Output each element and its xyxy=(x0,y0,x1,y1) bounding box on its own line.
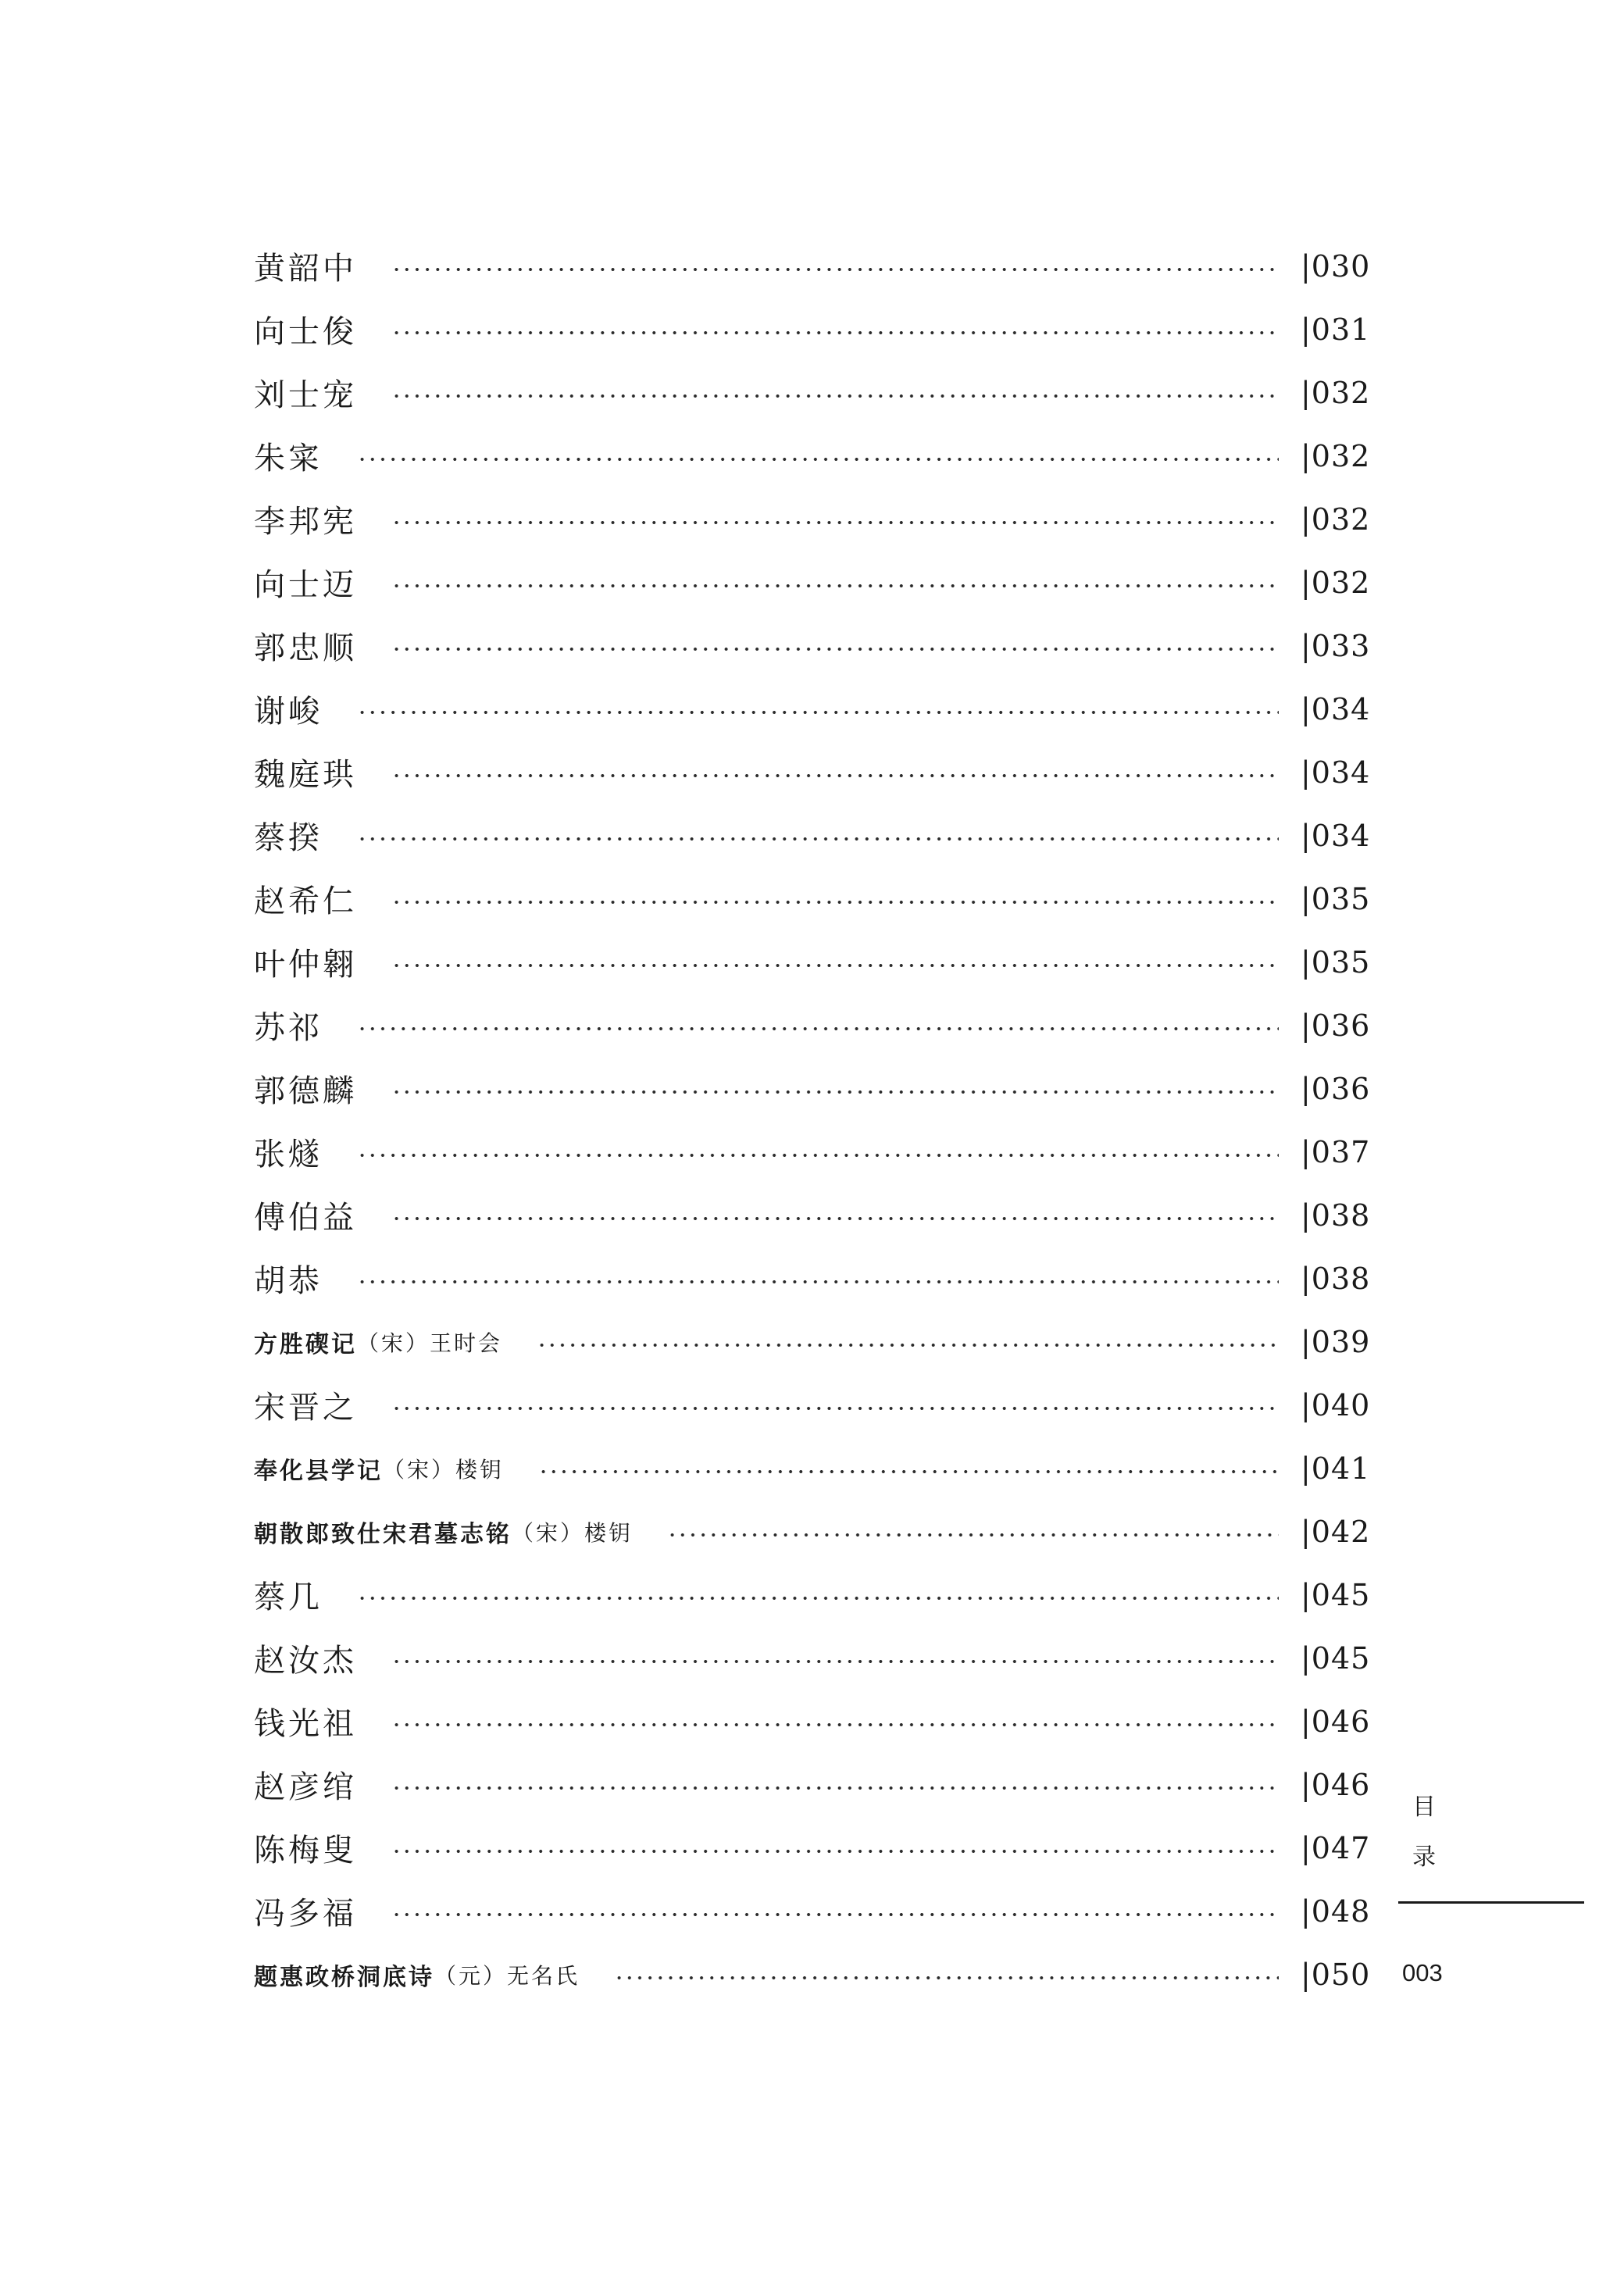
toc-entry[interactable] xyxy=(254,1626,1371,1690)
dot-leader xyxy=(391,1785,1279,1791)
dot-leader xyxy=(391,1089,1279,1095)
dot-leader xyxy=(357,709,1279,716)
entry-name: 赵彦绾 xyxy=(254,1769,357,1805)
toc-entry-work[interactable] xyxy=(254,1437,1371,1500)
dot-leader xyxy=(391,266,1279,273)
dot-leader xyxy=(537,1342,1279,1348)
dot-leader xyxy=(667,1532,1279,1538)
toc-entry[interactable] xyxy=(254,867,1371,930)
entry-name: 蔡几 xyxy=(254,1579,323,1615)
entry-name: 黄韶中 xyxy=(254,251,357,287)
work-title: 方胜碶记 xyxy=(254,1330,357,1358)
toc-entry[interactable] xyxy=(254,487,1371,551)
toc-entry[interactable] xyxy=(254,614,1371,677)
entry-name: 冯多福 xyxy=(254,1896,357,1932)
page-number: |032 xyxy=(1301,438,1371,473)
dot-leader xyxy=(391,1911,1279,1918)
toc-list xyxy=(254,234,1371,2006)
page-number: |048 xyxy=(1301,1893,1371,1929)
page-number: |035 xyxy=(1301,944,1371,980)
work-author: （宋）王时会 xyxy=(357,1330,503,1356)
dot-leader xyxy=(391,583,1279,589)
toc-entry[interactable] xyxy=(254,424,1371,487)
page-number: |034 xyxy=(1301,818,1371,853)
entry-name: 刘士宠 xyxy=(254,377,357,413)
page-number: |032 xyxy=(1301,375,1371,410)
entry-name: 郭德麟 xyxy=(254,1073,357,1109)
page-number: |037 xyxy=(1301,1134,1371,1169)
work-author: （元）无名氏 xyxy=(434,1962,580,1989)
dot-leader xyxy=(391,330,1279,336)
toc-entry[interactable] xyxy=(254,551,1371,614)
work-author: （宋）楼钥 xyxy=(512,1519,634,1546)
toc-entry[interactable] xyxy=(254,930,1371,994)
page-number: |033 xyxy=(1301,628,1371,663)
toc-entry[interactable] xyxy=(254,677,1371,741)
entry-name: 赵汝杰 xyxy=(254,1643,357,1679)
toc-entry-work[interactable] xyxy=(254,1943,1371,2006)
toc-entry[interactable] xyxy=(254,298,1371,361)
entry-name: 赵希仁 xyxy=(254,883,357,919)
toc-entry[interactable] xyxy=(254,234,1371,298)
dot-leader xyxy=(357,456,1279,462)
page-number: |045 xyxy=(1301,1577,1371,1612)
toc-entry[interactable] xyxy=(254,1753,1371,1816)
dot-leader xyxy=(357,1026,1279,1032)
entry-name: 朱寀 xyxy=(254,441,323,476)
page-number: |032 xyxy=(1301,565,1371,600)
page-number: |040 xyxy=(1301,1387,1371,1422)
toc-entry[interactable] xyxy=(254,741,1371,804)
dot-leader xyxy=(391,773,1279,779)
page-number: |031 xyxy=(1301,312,1371,347)
margin-rule xyxy=(1398,1901,1584,1904)
page-number: |042 xyxy=(1301,1514,1371,1549)
toc-entry[interactable] xyxy=(254,1563,1371,1626)
work-title: 朝散郎致仕宋君墓志铭 xyxy=(254,1520,512,1548)
page-number: |032 xyxy=(1301,501,1371,537)
section-label-mu: 目 xyxy=(1412,1794,1436,1821)
dot-leader xyxy=(391,646,1279,652)
entry-name: 蔡揆 xyxy=(254,820,323,856)
dot-leader xyxy=(357,836,1279,842)
entry-name: 谢峻 xyxy=(254,694,323,730)
dot-leader xyxy=(357,1152,1279,1158)
toc-entry[interactable] xyxy=(254,1690,1371,1753)
toc-entry[interactable] xyxy=(254,1247,1371,1310)
entry-name: 胡恭 xyxy=(254,1263,323,1299)
toc-entry[interactable] xyxy=(254,1183,1371,1247)
toc-entry-work[interactable] xyxy=(254,1310,1371,1373)
toc-entry[interactable] xyxy=(254,804,1371,867)
dot-leader xyxy=(391,1658,1279,1665)
dot-leader xyxy=(357,1595,1279,1601)
entry-name: 钱光祖 xyxy=(254,1706,357,1742)
section-label-lu: 录 xyxy=(1412,1843,1436,1871)
entry-name: 陈梅叟 xyxy=(254,1833,357,1868)
dot-leader xyxy=(391,1215,1279,1222)
entry-name: 向士迈 xyxy=(254,567,357,603)
page-number: |034 xyxy=(1301,755,1371,790)
dot-leader xyxy=(391,1405,1279,1412)
page-number: |047 xyxy=(1301,1830,1371,1865)
toc-entry-work[interactable] xyxy=(254,1500,1371,1563)
dot-leader xyxy=(391,393,1279,399)
entry-name: 宋晋之 xyxy=(254,1390,357,1426)
folio-number: 003 xyxy=(1402,1959,1443,1986)
entry-name: 向士俊 xyxy=(254,314,357,350)
toc-entry[interactable] xyxy=(254,1879,1371,1943)
work-title: 题惠政桥洞底诗 xyxy=(254,1963,434,1991)
page-number: |050 xyxy=(1301,1957,1371,1992)
page-number: |030 xyxy=(1301,248,1371,284)
page-number: |045 xyxy=(1301,1640,1371,1676)
entry-name: 魏庭珙 xyxy=(254,757,357,793)
toc-entry[interactable] xyxy=(254,361,1371,424)
page-number: |038 xyxy=(1301,1261,1371,1296)
entry-name: 傅伯益 xyxy=(254,1200,357,1236)
page-number: |036 xyxy=(1301,1008,1371,1043)
page-number: |046 xyxy=(1301,1767,1371,1802)
toc-entry[interactable] xyxy=(254,1120,1371,1183)
entry-name: 苏祁 xyxy=(254,1010,323,1046)
toc-entry[interactable] xyxy=(254,994,1371,1057)
toc-entry[interactable] xyxy=(254,1373,1371,1437)
work-title: 奉化县学记 xyxy=(254,1457,383,1485)
dot-leader xyxy=(357,1279,1279,1285)
dot-leader xyxy=(391,1848,1279,1854)
toc-entry[interactable] xyxy=(254,1816,1371,1879)
entry-name: 李邦宪 xyxy=(254,504,357,540)
dot-leader xyxy=(391,899,1279,905)
dot-leader xyxy=(391,1722,1279,1728)
page-number: |034 xyxy=(1301,691,1371,726)
dot-leader xyxy=(391,519,1279,526)
entry-name: 张燧 xyxy=(254,1137,323,1172)
page-number: |046 xyxy=(1301,1704,1371,1739)
entry-name: 郭忠顺 xyxy=(254,630,357,666)
page-number: |038 xyxy=(1301,1197,1371,1233)
dot-leader xyxy=(391,962,1279,969)
toc-entry[interactable] xyxy=(254,1057,1371,1120)
page-number: |041 xyxy=(1301,1451,1371,1486)
page-number: |036 xyxy=(1301,1071,1371,1106)
work-author: （宋）楼钥 xyxy=(383,1456,505,1483)
page-number: |035 xyxy=(1301,881,1371,916)
dot-leader xyxy=(614,1975,1279,1981)
dot-leader xyxy=(538,1469,1279,1475)
entry-name: 叶仲翱 xyxy=(254,947,357,983)
page-number: |039 xyxy=(1301,1324,1371,1359)
